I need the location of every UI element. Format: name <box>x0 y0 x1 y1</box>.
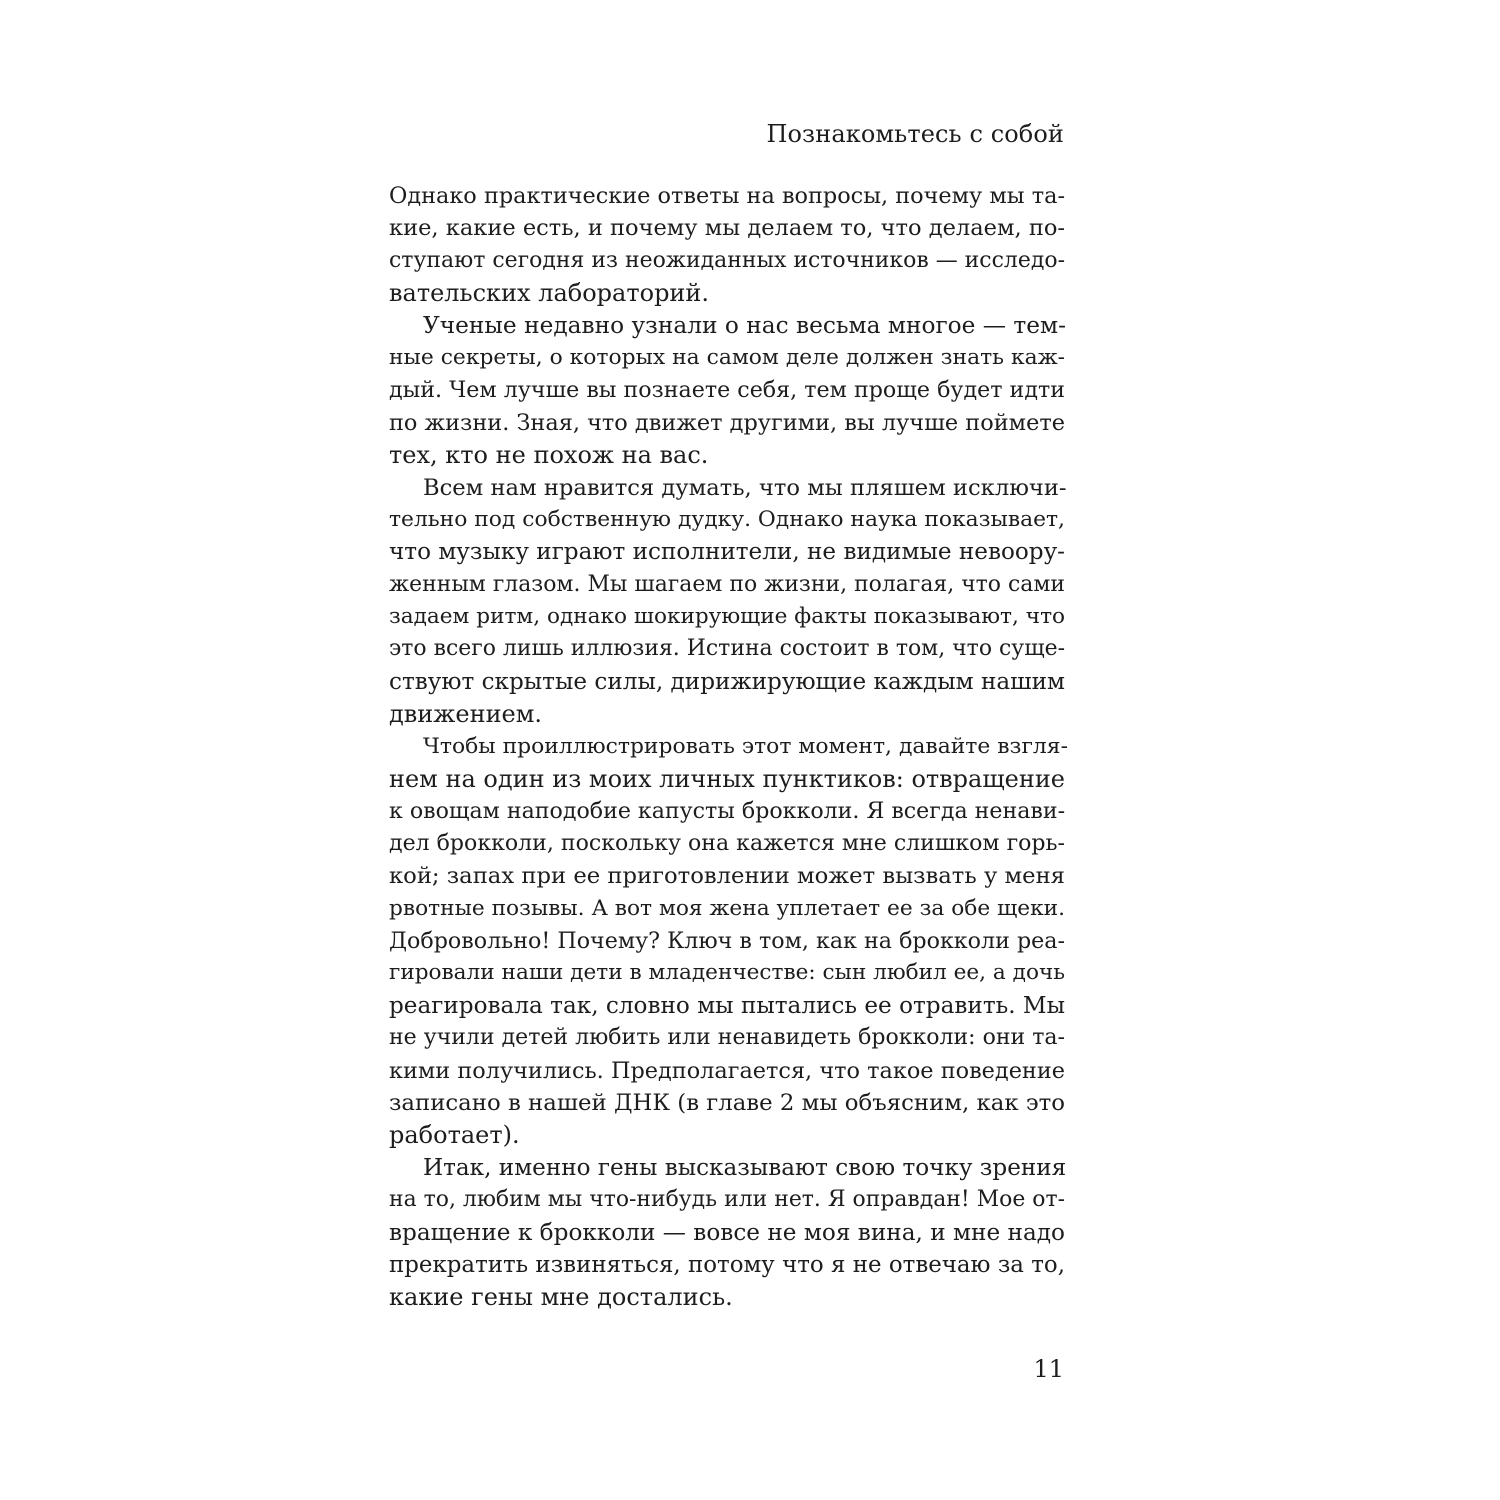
page-number: 11 <box>1033 1355 1064 1383</box>
text-line: на то, любим мы что-нибудь или нет. Я оправдан! Мое от- <box>389 1187 1065 1213</box>
text-line: ные секреты, о которых на самом деле должен знать каж- <box>389 344 1065 370</box>
text-line: ступают сегодня из неожиданных источников — исследо- <box>389 247 1065 273</box>
text-line: кими получились. Предполагается, что такое поведение <box>389 1057 1065 1084</box>
text-line: к овощам наподобие капусты брокколи. Я всегда ненави- <box>389 798 1066 825</box>
text-line: тельно под собственную дудку. Однако наука показывает, <box>389 506 1065 532</box>
text-line: кой; запах при ее приготовлении может вызвать у меня <box>389 863 1065 890</box>
text-line: дый. Чем лучше вы познаете себя, тем проще будет идти <box>389 377 1065 404</box>
text-line: работает). <box>389 1121 520 1150</box>
text-line: прекратить извиняться, потому что я не отвечаю за то, <box>389 1251 1065 1278</box>
text-line: движением. <box>389 700 543 729</box>
text-line: Итак, именно гены высказывают свою точку зрения <box>423 1154 1067 1181</box>
text-line: Ученые недавно узнали о нас весьма многое — тем- <box>423 311 1066 339</box>
text-line: рвотные позывы. А вот моя жена уплетает ее за обе щеки. <box>389 895 1065 921</box>
text-line: по жизни. Зная, что движет другими, вы лучше поймете <box>389 409 1065 436</box>
text-line: гировали наши дети в младенчестве: сын любил ее, а дочь <box>389 960 1065 986</box>
text-line: вательских лабораторий. <box>389 279 710 308</box>
body-text <box>389 180 1068 1314</box>
text-line: нем на один из моих личных пунктиков: отвращение <box>389 765 1065 794</box>
text-line: Чтобы проиллюстрировать этот момент, давайте взгля- <box>423 733 1068 759</box>
text-line: ствуют скрытые силы, дирижирующие каждым нашим <box>389 668 1065 695</box>
text-line: реагировала так, словно мы пытались ее отравить. Мы <box>389 992 1065 1019</box>
text-line: дел брокколи, поскольку она кажется мне слишком горь- <box>389 830 1065 856</box>
text-line: что музыку играют исполнители, не видимые невоору- <box>389 539 1065 566</box>
text-line: вращение к брокколи — вовсе не моя вина, и мне надо <box>389 1219 1065 1246</box>
text-line: Всем нам нравится думать, что мы пляшем исключи- <box>423 474 1067 501</box>
text-line: задаем ритм, однако шокирующие факты показывают, что <box>389 604 1065 630</box>
text-line: записано в нашей ДНК (в главе 2 мы объясним, как это <box>389 1089 1065 1116</box>
text-line: Однако практические ответы на вопросы, почему мы та- <box>389 183 1065 209</box>
text-line: женным глазом. Мы шагаем по жизни, полагая, что сами <box>389 571 1065 597</box>
running-head: Познакомьтесь с собой <box>766 120 1064 148</box>
text-line: это всего лишь иллюзия. Истина состоит в том, что суще- <box>389 636 1065 662</box>
text-line: кие, какие есть, и почему мы делаем то, что делаем, по- <box>389 215 1065 242</box>
text-line: не учили детей любить или ненавидеть брокколи: они та- <box>389 1025 1065 1051</box>
text-line: какие гены мне достались. <box>389 1283 733 1312</box>
text-line: Добровольно! Почему? Ключ в том, как на брокколи реа- <box>389 927 1065 954</box>
text-line: тех, кто не похож на вас. <box>389 441 709 470</box>
